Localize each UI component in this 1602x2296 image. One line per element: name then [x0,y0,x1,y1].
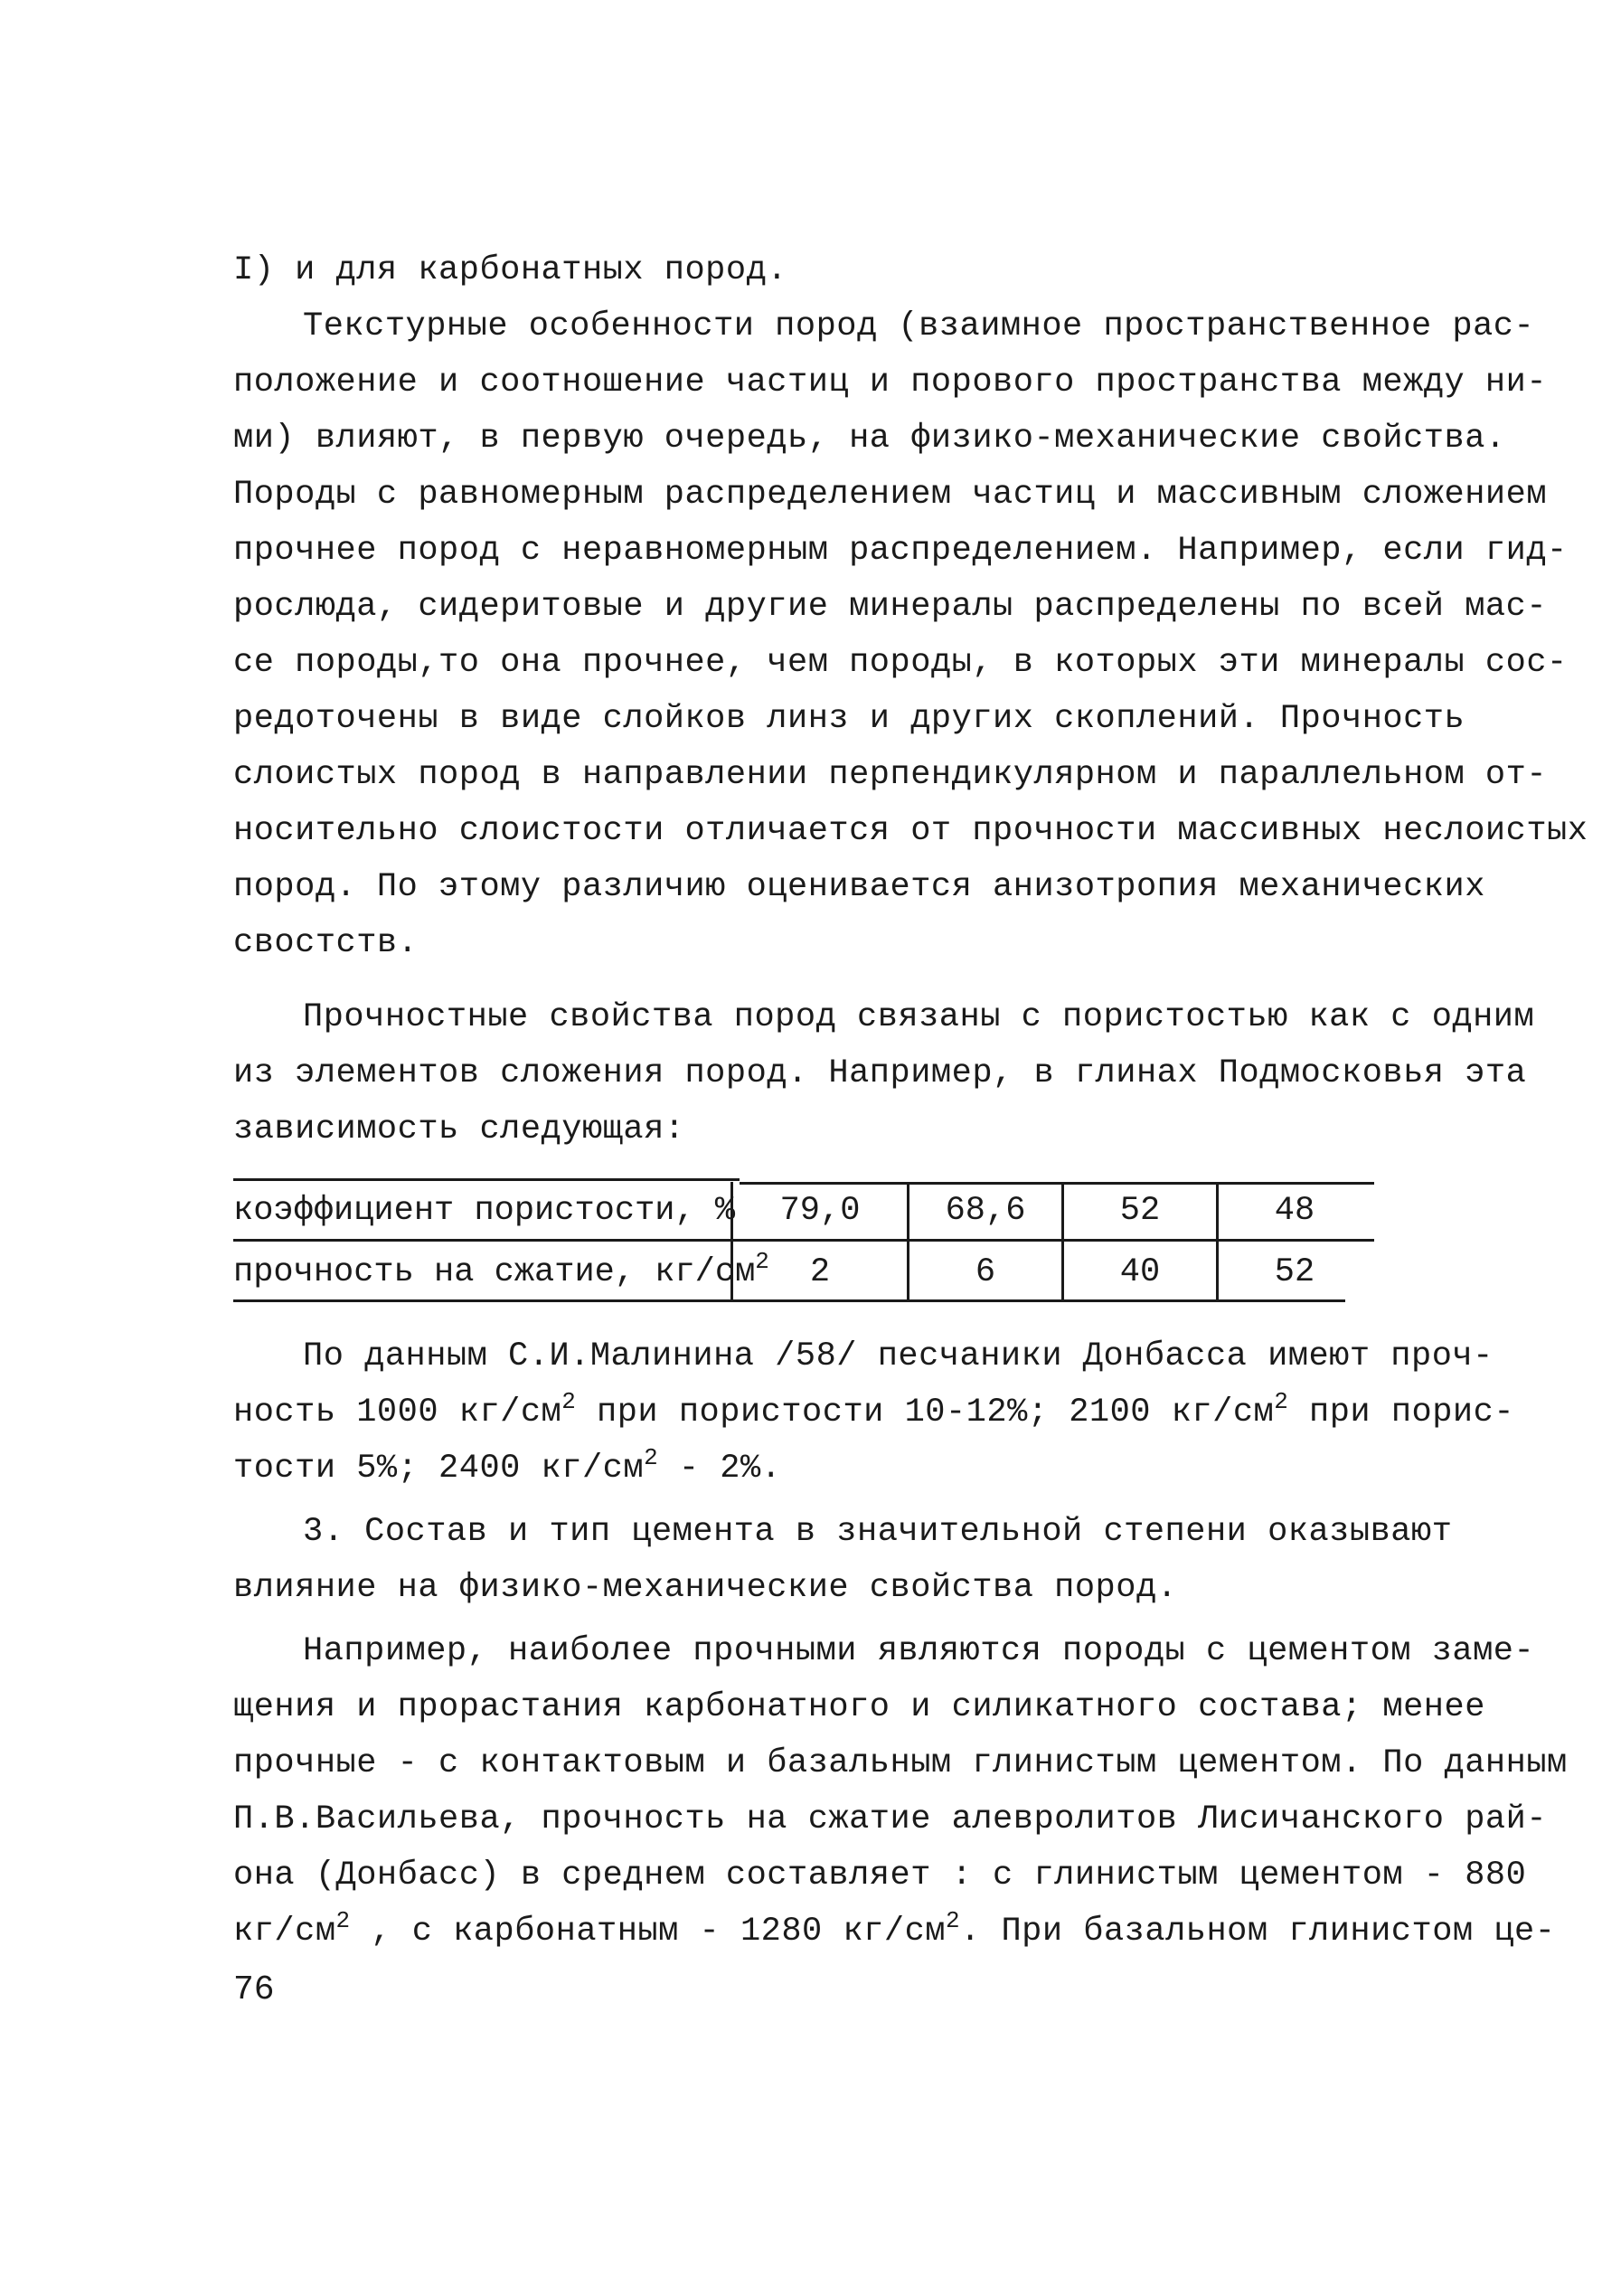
superscript: 2 [335,1906,351,1934]
text-line: прочнее пород с неравномерным распределением. Например, если гид- [233,532,1568,570]
superscript: 2 [945,1906,961,1934]
text-span: . При базальном глинистом це- [960,1913,1556,1951]
text-line: ми) влияют, в первую очередь, на физико-механические свойства. [233,420,1506,458]
text-span: , с карбонатным - 1280 кг/см [350,1913,946,1951]
text-line: П.В.Васильева, прочность на сжатие алевролитов Лисичанского рай- [233,1800,1548,1838]
text-line: рослюда, сидеритовые и другие минералы распределены по всей мас- [233,588,1548,626]
table-cell: 79,0 [779,1192,861,1230]
text-line: се породы,то она прочнее, чем породы, в которых эти минералы сос- [233,644,1568,682]
table-cell: 68,6 [945,1192,1026,1230]
table-rule [233,1239,1374,1242]
page-number: 76 [233,1970,275,2009]
text-line: она (Донбасс) в среднем составляет : с глинистым цементом - 880 [233,1857,1527,1894]
text-line: влияние на физико-механические свойства пород. [233,1569,1178,1607]
table-cell: 6 [975,1253,996,1291]
row-label-strength [233,1247,769,1291]
text-line: прочные - с контактовым и базальным глинистым цементом. По данным [233,1744,1568,1782]
text-line: свостств. [233,924,419,962]
row-label-porosity: коэффициент пористости, % [233,1192,736,1230]
text-span: кг/см [233,1913,336,1951]
text-span: при порис- [1288,1394,1515,1431]
porosity-strength-table [233,1178,1374,1302]
table-rule [233,1299,1345,1302]
text-line: из элементов сложения пород. Например, в глинах Подмосковья эта [233,1054,1527,1092]
text-span: тости 5%; 2400 кг/см [233,1450,645,1488]
superscript: 2 [561,1387,577,1415]
table-cell: 40 [1119,1253,1161,1291]
text-line: щения и прорастания карбонатного и силикатного состава; менее [233,1688,1485,1726]
text-line: слоистых пород в направлении перпендикулярном и параллельном от- [233,756,1548,794]
table-cell: 52 [1274,1253,1315,1291]
text-line: положение и соотношение частиц и порового пространства между ни- [233,364,1548,402]
table-rule [233,1178,740,1181]
text-line [233,1387,1515,1431]
text-line: Породы с равномерным распределением частиц и массивным сложением [233,476,1548,514]
table-cell: 52 [1119,1192,1161,1230]
text-line [233,1906,1556,1951]
text-line: По данным С.И.Малинина /58/ песчаники Донбасса имеют проч- [303,1337,1494,1375]
text-line: I) и для карбонатных пород. [233,251,787,289]
row-label-strength-text: прочность на сжатие, кг/см [233,1253,756,1291]
table-cell: 2 [809,1253,831,1291]
superscript: 2 [755,1247,769,1275]
superscript: 2 [1274,1387,1289,1415]
text-line: пород. По этому различию оценивается анизотропия механических [233,868,1485,906]
text-span: - 2%. [658,1450,782,1488]
text-line: Например, наиболее прочными являются породы с цементом заме- [303,1632,1535,1670]
table-rule [740,1182,1374,1185]
superscript: 2 [644,1443,659,1471]
text-line: Прочностные свойства пород связаны с пористостью как с одним [303,998,1535,1036]
text-line: редоточены в виде слойков линз и других скоплений. Прочность [233,700,1465,738]
text-span: ность 1000 кг/см [233,1394,562,1431]
text-line: носительно слоистости отличается от прочности массивных неслоистых [233,812,1588,850]
table-cell: 48 [1274,1192,1315,1230]
text-line: зависимость следующая: [233,1110,685,1148]
text-line: 3. Состав и тип цемента в значительной степени оказывают [303,1513,1453,1551]
text-line: Текстурные особенности пород (взаимное пространственное рас- [303,307,1535,345]
text-line [233,1443,782,1488]
text-span: при пористости 10-12%; 2100 кг/см [576,1394,1275,1431]
